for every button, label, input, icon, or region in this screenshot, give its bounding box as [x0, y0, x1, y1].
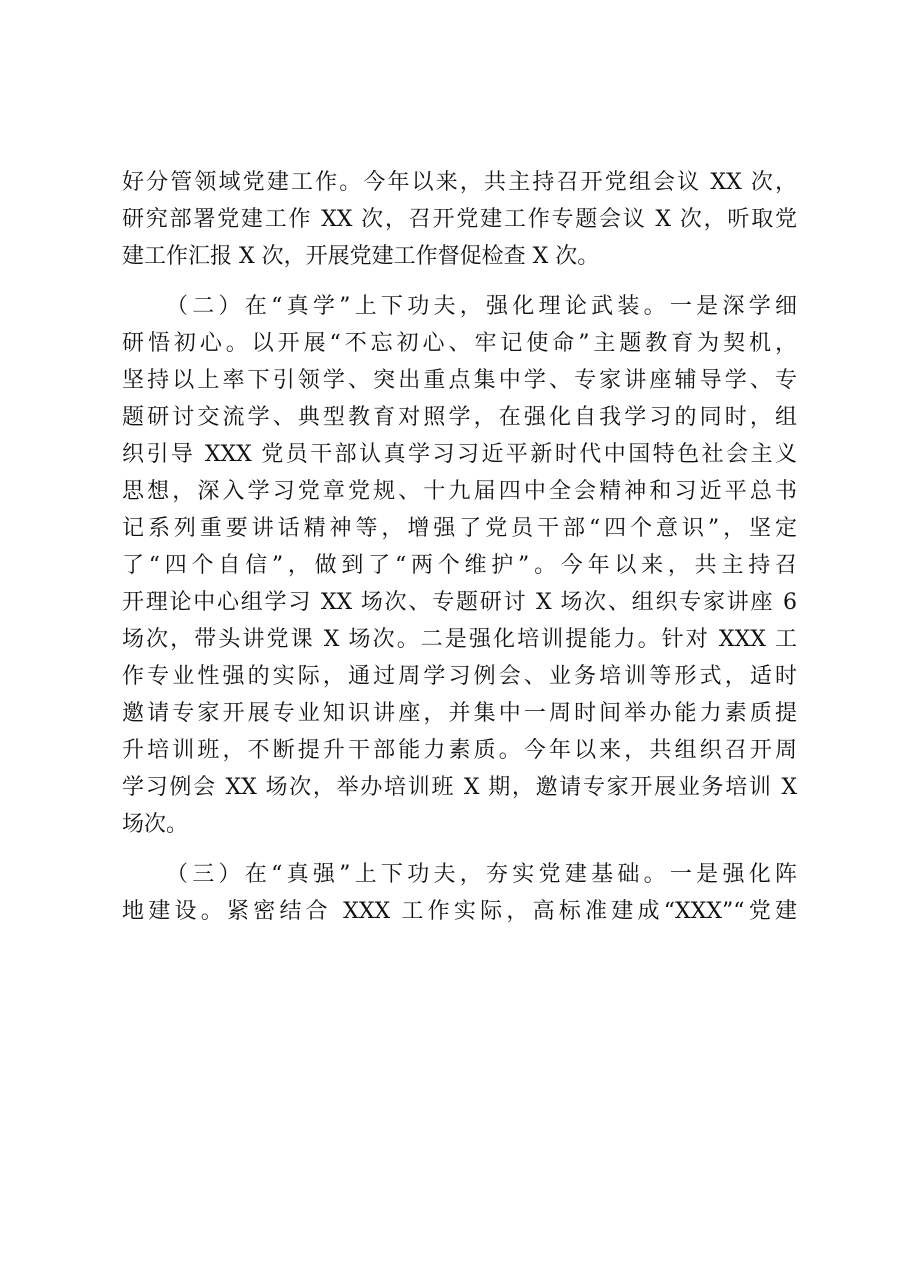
text-line: 场次。: [122, 812, 189, 837]
text-line: 地建设。紧密结合 XXX 工作实际，高标准建成“XXX”“党建: [122, 899, 797, 924]
text-line: 建工作汇报 X 次，开展党建工作督促检查 X 次。: [122, 244, 600, 269]
text-line: 了“四个自信”，做到了“两个维护”。今年以来，共主持召: [122, 553, 797, 578]
document-body: [122, 164, 797, 930]
text-line: 研究部署党建工作 XX 次，召开党建工作专题会议 X 次，听取党: [122, 207, 797, 232]
text-line: （三）在“真强”上下功夫，夯实党建基础。一是强化阵: [166, 862, 797, 887]
paragraph-2: [122, 288, 797, 843]
text-line: （二）在“真学”上下功夫，强化理论武装。一是深学细: [166, 294, 797, 319]
text-line: 学习例会 XX 场次，举办培训班 X 期，邀请专家开展业务培训 X: [122, 775, 797, 800]
text-line: 开理论中心组学习 XX 场次、专题研讨 X 场次、组织专家讲座 6: [122, 590, 797, 615]
text-line: 升培训班，不断提升干部能力素质。今年以来，共组织召开周: [122, 738, 797, 763]
paragraph-1: [122, 164, 797, 275]
text-line: 邀请专家开展专业知识讲座，并集中一周时间举办能力素质提: [122, 701, 797, 726]
text-line: 思想，深入学习党章党规、十九届四中全会精神和习近平总书: [122, 479, 797, 504]
text-line: 场次，带头讲党课 X 场次。二是强化培训提能力。针对 XXX 工: [122, 627, 797, 652]
text-line: 作专业性强的实际，通过周学习例会、业务培训等形式，适时: [122, 664, 797, 689]
text-line: 研悟初心。以开展“不忘初心、牢记使命”主题教育为契机，: [122, 331, 797, 356]
text-line: 记系列重要讲话精神等，增强了党员干部“四个意识”，坚定: [122, 516, 797, 541]
text-line: 织引导 XXX 党员干部认真学习习近平新时代中国特色社会主义: [122, 442, 797, 467]
text-line: 题研讨交流学、典型教育对照学，在强化自我学习的同时，组: [122, 405, 797, 430]
text-line: 好分管领域党建工作。今年以来，共主持召开党组会议 XX 次，: [122, 170, 798, 195]
text-line: 坚持以上率下引领学、突出重点集中学、专家讲座辅导学、专: [122, 368, 797, 393]
paragraph-3: [122, 856, 797, 930]
